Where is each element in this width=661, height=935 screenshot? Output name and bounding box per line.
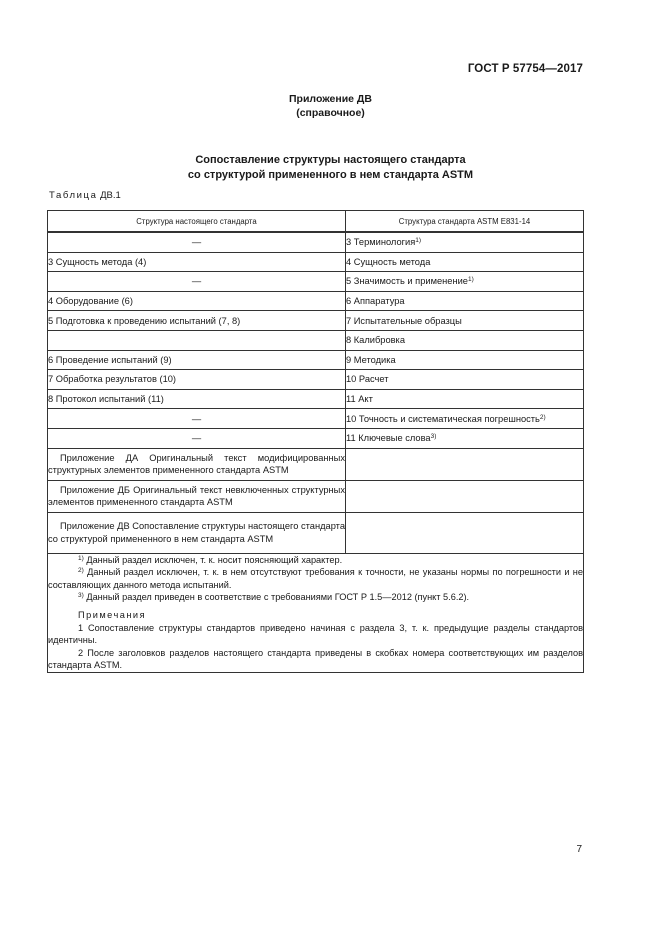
cell-right [346, 330, 584, 350]
footnote [48, 554, 583, 567]
cell-right [346, 252, 584, 272]
footnote-ref: 1) [467, 276, 474, 284]
footnote-ref: 3) [430, 433, 437, 441]
footnote [48, 566, 583, 591]
empty-cell [346, 512, 584, 553]
cell-left: 3 Сущность метода (4) [48, 252, 346, 272]
footnote-ref: 1) [415, 237, 422, 245]
page-number: 7 [576, 844, 582, 855]
appendix-title: Приложение ДВ [289, 93, 372, 105]
column-header-right: Структура стандарта ASTM E831-14 [346, 211, 584, 233]
cell-left [48, 330, 346, 350]
table-row [48, 370, 584, 390]
cell-right-text: 4 Сущность метода [346, 256, 431, 267]
cell-right [346, 311, 584, 331]
cell-left: 4 Оборудование (6) [48, 291, 346, 311]
notes-cell [48, 553, 584, 672]
footnote [48, 591, 583, 604]
cell-left: — [48, 272, 346, 292]
cell-right-text: 11 Ключевые слова [346, 433, 431, 444]
footnote-mark: 1) [78, 554, 84, 562]
table-row [48, 448, 584, 480]
cell-right-text: 8 Калибровка [346, 335, 406, 346]
cell-left: 7 Обработка результатов (10) [48, 370, 346, 390]
notes-row [48, 553, 584, 672]
structure-comparison-table [47, 210, 584, 673]
cell-right-text: 3 Терминология [346, 237, 416, 248]
cell-left: 5 Подготовка к проведению испытаний (7, 8) [48, 311, 346, 331]
table-row [48, 512, 584, 553]
cell-right [346, 350, 584, 370]
cell-right-text: 9 Методика [346, 354, 396, 365]
table-row [48, 232, 584, 252]
cell-right [346, 389, 584, 409]
note-paragraph: 2 После заголовков разделов настоящего стандарта приведены в скобках номера соответствующих им разделов стандарта ASTM. [48, 647, 583, 671]
cell-right [346, 291, 584, 311]
appendix-subtitle: (справочное) [296, 107, 365, 119]
table-row [48, 389, 584, 409]
table-row [48, 409, 584, 429]
cell-right [346, 428, 584, 448]
cell-left: — [48, 428, 346, 448]
cell-right-text: 10 Расчет [346, 374, 389, 385]
document-title [0, 153, 661, 183]
footnote-mark: 3) [78, 592, 84, 600]
document-title-line-1: Сопоставление структуры настоящего стандарта [195, 154, 466, 166]
footnote-text: Данный раздел исключен, т. к. в нем отсутствуют требования к точности, не указаны нормы по погрешности и не составляющих данного метода испытаний. [48, 567, 583, 590]
footnote-mark: 2) [78, 567, 84, 575]
empty-cell [346, 480, 584, 512]
column-header-left: Структура настоящего стандарта [48, 211, 346, 233]
cell-right [346, 370, 584, 390]
cell-right [346, 409, 584, 429]
cell-left: — [48, 232, 346, 252]
cell-right [346, 272, 584, 292]
appendix-cell: Приложение ДБ Оригинальный текст невключенных структурных элементов примененного стандарта ASTM [48, 480, 346, 512]
note-paragraph: 1 Сопоставление структуры стандартов приведено начиная с раздела 3, т. к. предыдущие разделы стандартов идентичны. [48, 622, 583, 646]
cell-right-text: 5 Значимость и применение [346, 276, 468, 287]
appendix-cell: Приложение ДВ Сопоставление структуры настоящего стандарта со структурой примененного в нем стандарта ASTM [48, 512, 346, 553]
cell-right-text: 6 Аппаратура [346, 296, 405, 307]
table-row [48, 252, 584, 272]
cell-left: — [48, 409, 346, 429]
document-code: ГОСТ Р 57754—2017 [467, 63, 583, 75]
document-title-line-2: со структурой примененного в нем стандарта ASTM [187, 169, 474, 181]
cell-left: 6 Проведение испытаний (9) [48, 350, 346, 370]
empty-cell [346, 448, 584, 480]
cell-right [346, 232, 584, 252]
table-label-id: ДВ.1 [100, 190, 121, 201]
table-row [48, 311, 584, 331]
footnote-ref: 2) [539, 413, 546, 421]
table-label-prefix: Таблица [49, 190, 98, 201]
cell-left: 8 Протокол испытаний (11) [48, 389, 346, 409]
table-row [48, 272, 584, 292]
table-row [48, 428, 584, 448]
cell-right-text: 7 Испытательные образцы [346, 315, 462, 326]
table-row [48, 480, 584, 512]
footnote-text: Данный раздел исключен, т. к. носит поясняющий характер. [86, 554, 343, 565]
appendix-heading [0, 92, 661, 120]
table-row [48, 330, 584, 350]
table-label [49, 190, 121, 201]
table-row [48, 291, 584, 311]
cell-right-text: 10 Точность и систематическая погрешность [346, 413, 540, 424]
notes-heading: Примечания [78, 609, 147, 620]
cell-right-text: 11 Акт [346, 394, 373, 405]
table-row [48, 350, 584, 370]
footnote-text: Данный раздел приведен в соответствие с требованиями ГОСТ Р 1.5—2012 (пункт 5.6.2). [86, 592, 470, 603]
appendix-cell: Приложение ДА Оригинальный текст модифицированных структурных элементов примененного стандарта ASTM [48, 448, 346, 480]
